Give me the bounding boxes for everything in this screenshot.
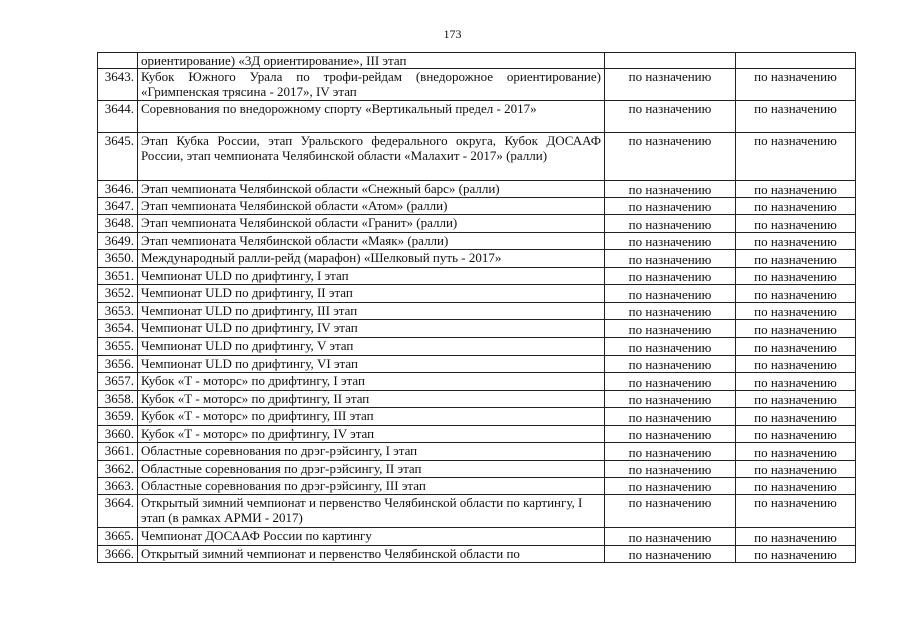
assignment-cell-1: по назначению (605, 133, 736, 181)
row-number-cell: 3643. (98, 69, 138, 101)
row-number-cell: 3664. (98, 495, 138, 528)
assignment-cell-1: по назначению (605, 338, 736, 356)
row-number-cell: 3654. (98, 320, 138, 338)
assignment-cell-1: по назначению (605, 546, 736, 563)
table-row (98, 133, 856, 181)
assignment-cell-2: по назначению (736, 181, 856, 198)
row-number-cell: 3649. (98, 233, 138, 250)
assignment-cell-2: по назначению (736, 69, 856, 101)
assignment-cell-2: по назначению (736, 133, 856, 181)
table-row (98, 373, 856, 391)
assignment-cell-1: по назначению (605, 215, 736, 233)
event-name-cell: Международный ралли-рейд (марафон) «Шелковый путь - 2017» (138, 250, 605, 268)
page-number: 173 (443, 27, 462, 41)
assignment-cell-1: по назначению (605, 356, 736, 373)
assignment-cell-2: по назначению (736, 478, 856, 495)
row-number-cell: 3656. (98, 356, 138, 373)
assignment-cell-2: по назначению (736, 461, 856, 478)
event-name-cell: Открытый зимний чемпионат и первенство Челябинской области по (138, 546, 605, 563)
assignment-cell-2: по назначению (736, 320, 856, 338)
event-name-cell: Этап чемпионата Челябинской области «Атом» (ралли) (138, 198, 605, 215)
row-number-cell: 3658. (98, 391, 138, 408)
table-row (98, 461, 856, 478)
table-row (98, 181, 856, 198)
table-row (98, 356, 856, 373)
assignment-cell-1: по назначению (605, 528, 736, 546)
row-number-cell: 3650. (98, 250, 138, 268)
row-number-cell (98, 53, 138, 69)
table-row (98, 528, 856, 546)
event-name-cell: Областные соревнования по дрэг-рэйсингу, III этап (138, 478, 605, 495)
event-name-cell: Чемпионат ULD по дрифтингу, IV этап (138, 320, 605, 338)
table-row (98, 338, 856, 356)
row-number-cell: 3655. (98, 338, 138, 356)
event-name-cell: Этап чемпионата Челябинской области «Снежный барс» (ралли) (138, 181, 605, 198)
event-name-cell: Чемпионат ULD по дрифтингу, III этап (138, 303, 605, 320)
table-row (98, 285, 856, 303)
table-row (98, 250, 856, 268)
event-name-cell: Чемпионат ULD по дрифтингу, VI этап (138, 356, 605, 373)
event-name-cell: Кубок «Т - моторс» по дрифтингу, IV этап (138, 426, 605, 443)
row-number-cell: 3665. (98, 528, 138, 546)
assignment-cell-2 (736, 53, 856, 69)
row-number-cell: 3662. (98, 461, 138, 478)
event-name-cell: Этап чемпионата Челябинской области «Гранит» (ралли) (138, 215, 605, 233)
events-table (97, 52, 856, 563)
table-row (98, 69, 856, 101)
row-number-cell: 3651. (98, 268, 138, 285)
table-row (98, 320, 856, 338)
event-name-cell: Кубок «Т - моторс» по дрифтингу, III этап (138, 408, 605, 426)
table-row (98, 391, 856, 408)
table-row (98, 233, 856, 250)
events-table-body (98, 53, 856, 563)
assignment-cell-2: по назначению (736, 528, 856, 546)
assignment-cell-2: по назначению (736, 495, 856, 528)
assignment-cell-1: по назначению (605, 198, 736, 215)
table-row (98, 198, 856, 215)
row-number-cell: 3644. (98, 101, 138, 133)
assignment-cell-2: по назначению (736, 198, 856, 215)
row-number-cell: 3653. (98, 303, 138, 320)
event-name-cell: Чемпионат ULD по дрифтингу, V этап (138, 338, 605, 356)
row-number-cell: 3660. (98, 426, 138, 443)
assignment-cell-1: по назначению (605, 268, 736, 285)
assignment-cell-2: по назначению (736, 303, 856, 320)
assignment-cell-1: по назначению (605, 303, 736, 320)
assignment-cell-2: по назначению (736, 443, 856, 461)
row-number-cell: 3657. (98, 373, 138, 391)
table-row (98, 478, 856, 495)
table-row (98, 495, 856, 528)
assignment-cell-2: по назначению (736, 250, 856, 268)
row-number-cell: 3647. (98, 198, 138, 215)
row-number-cell: 3646. (98, 181, 138, 198)
assignment-cell-1 (605, 53, 736, 69)
event-name-cell: Этап Кубка России, этап Уральского федерального округа, Кубок ДОСААФ России, этап чемпионата Челябинской области «Малахит - 2017» (ралли) (138, 133, 605, 181)
row-number-cell: 3652. (98, 285, 138, 303)
table-row (98, 303, 856, 320)
event-name-cell: Кубок «Т - моторс» по дрифтингу, II этап (138, 391, 605, 408)
row-number-cell: 3661. (98, 443, 138, 461)
assignment-cell-2: по назначению (736, 285, 856, 303)
assignment-cell-2: по назначению (736, 268, 856, 285)
assignment-cell-1: по назначению (605, 391, 736, 408)
assignment-cell-1: по назначению (605, 320, 736, 338)
event-name-cell: Областные соревнования по дрэг-рэйсингу, I этап (138, 443, 605, 461)
assignment-cell-2: по назначению (736, 408, 856, 426)
assignment-cell-2: по назначению (736, 391, 856, 408)
event-name-cell: Кубок Южного Урала по трофи-рейдам (внедорожное ориентирование) «Гримпенская трясина - 2017», IV этап (138, 69, 605, 101)
assignment-cell-2: по назначению (736, 373, 856, 391)
event-name-cell: Открытый зимний чемпионат и первенство Челябинской области по картингу, I этап (в рамках АРМИ - 2017) (138, 495, 605, 528)
assignment-cell-1: по назначению (605, 426, 736, 443)
assignment-cell-1: по назначению (605, 478, 736, 495)
assignment-cell-1: по назначению (605, 250, 736, 268)
assignment-cell-2: по назначению (736, 101, 856, 133)
event-name-cell: Областные соревнования по дрэг-рэйсингу, II этап (138, 461, 605, 478)
table-row (98, 546, 856, 563)
assignment-cell-1: по назначению (605, 373, 736, 391)
assignment-cell-1: по назначению (605, 181, 736, 198)
assignment-cell-1: по назначению (605, 101, 736, 133)
row-number-cell: 3663. (98, 478, 138, 495)
assignment-cell-2: по назначению (736, 426, 856, 443)
table-row (98, 215, 856, 233)
row-number-cell: 3666. (98, 546, 138, 563)
table-row (98, 408, 856, 426)
row-number-cell: 3659. (98, 408, 138, 426)
table-row (98, 426, 856, 443)
event-name-cell: Кубок «Т - моторс» по дрифтингу, I этап (138, 373, 605, 391)
row-number-cell: 3645. (98, 133, 138, 181)
table-row (98, 268, 856, 285)
event-name-cell: Этап чемпионата Челябинской области «Маяк» (ралли) (138, 233, 605, 250)
assignment-cell-1: по назначению (605, 495, 736, 528)
event-name-cell: ориентирование) «3Д ориентирование», III этап (138, 53, 605, 69)
assignment-cell-1: по назначению (605, 233, 736, 250)
assignment-cell-1: по назначению (605, 443, 736, 461)
event-name-cell: Чемпионат ДОСААФ России по картингу (138, 528, 605, 546)
row-number-cell: 3648. (98, 215, 138, 233)
assignment-cell-2: по назначению (736, 546, 856, 563)
assignment-cell-1: по назначению (605, 461, 736, 478)
assignment-cell-2: по назначению (736, 356, 856, 373)
assignment-cell-1: по назначению (605, 285, 736, 303)
event-name-cell: Чемпионат ULD по дрифтингу, I этап (138, 268, 605, 285)
assignment-cell-2: по назначению (736, 338, 856, 356)
assignment-cell-2: по назначению (736, 215, 856, 233)
table-row (98, 53, 856, 69)
event-name-cell: Чемпионат ULD по дрифтингу, II этап (138, 285, 605, 303)
assignment-cell-2: по назначению (736, 233, 856, 250)
event-name-cell: Соревнования по внедорожному спорту «Вертикальный предел - 2017» (138, 101, 605, 133)
table-row (98, 101, 856, 133)
assignment-cell-1: по назначению (605, 408, 736, 426)
table-row (98, 443, 856, 461)
assignment-cell-1: по назначению (605, 69, 736, 101)
